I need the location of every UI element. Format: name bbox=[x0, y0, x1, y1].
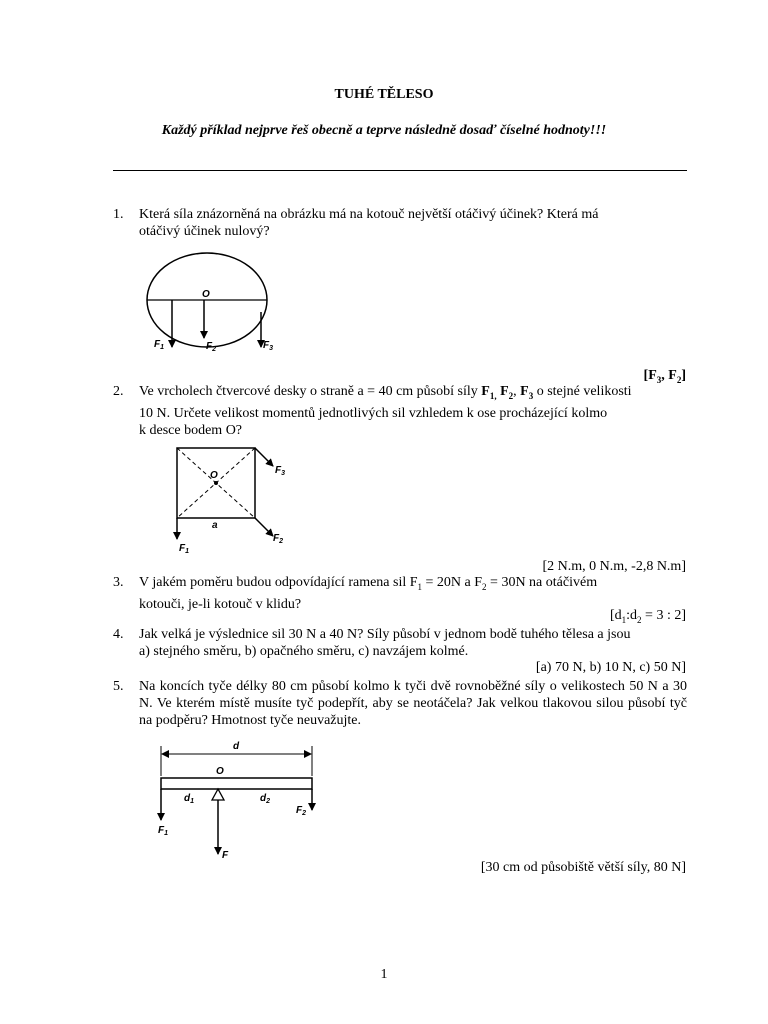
problem-4-text: Jak velká je výslednice sil 30 N a 40 N? Síly působí v jednom bodě tuhého tělesa a jsou a) stejného směru, b) opačného směru, c) navzájem kolmé. bbox=[139, 627, 631, 659]
label-f1: $F_1$ bbox=[154, 339, 165, 351]
label-f2: $F_2$ bbox=[273, 533, 284, 545]
force-arrow-f2 bbox=[255, 518, 273, 536]
problem-4 bbox=[113, 626, 687, 660]
center-label: O bbox=[202, 289, 210, 300]
problem-3 bbox=[113, 574, 687, 613]
problem-1 bbox=[113, 206, 687, 240]
problem-number: 3. bbox=[113, 575, 124, 590]
side-label: a bbox=[212, 520, 218, 531]
label-f2: $F_2$ bbox=[296, 805, 307, 817]
center-point bbox=[214, 481, 218, 485]
problem-3-text: V jakém poměru budou odpovídající ramena sil $F_1 = 20N$ a $F_2 = 30N$ na otáčivém kotouči, je-li kotouč v klidu? bbox=[139, 575, 598, 612]
problem-2 bbox=[113, 383, 687, 439]
beam bbox=[161, 778, 312, 789]
answer-4: [a) 70 N, b) 10 N, c) 50 N] bbox=[535, 660, 686, 675]
label-d1: $d_1$ bbox=[184, 793, 195, 805]
figure-square-plate-forces bbox=[165, 442, 300, 554]
answer-3: [$d_1:d_2 = 3$ : 2] bbox=[609, 608, 686, 625]
problem-5 bbox=[113, 678, 687, 729]
header-divider bbox=[113, 170, 687, 171]
problem-number: 2. bbox=[113, 384, 124, 399]
center-label: O bbox=[216, 766, 224, 777]
answer-5: [30 cm od působiště větší síly, 80 N] bbox=[480, 860, 686, 875]
problem-5-text: Na koncích tyče délky 80 cm působí kolmo k tyči dvě rovnoběžné síly o velikostech 50 N a 30 N. Ve kterém místě musíte tyč podepřít, aby se neotáčela? Jak velkou tlakovou silou působí tyč na podpěru? Hmotnost tyče neuvažujte. bbox=[139, 679, 687, 728]
instruction-subtitle: Každý příklad nejprve řeš obecně a teprve následně dosaď číselné hodnoty!!! bbox=[161, 123, 607, 138]
page-title: TUHÉ TĚLESO bbox=[334, 87, 434, 102]
label-d2: $d_2$ bbox=[260, 793, 271, 805]
page-number: 1 bbox=[380, 967, 388, 982]
answer-1: [$F_3$, $F_2$] bbox=[643, 368, 686, 385]
figure-disc-forces bbox=[140, 248, 290, 356]
support-pivot bbox=[212, 789, 224, 800]
center-label: O bbox=[210, 470, 218, 481]
label-f2: $F_2$ bbox=[206, 341, 217, 353]
label-f1: $F_1$ bbox=[158, 825, 169, 837]
label-f3: $F_3$ bbox=[275, 465, 286, 477]
problem-2-text: Ve vrcholech čtvercové desky o straně a = 40 cm působí síly $F_{1,}$ $F_2$, $F_3$ o stejné velikosti 10 N. Určete velikost momentů jednotlivých sil vzhledem k ose procházející kolmo k desce bodem O? bbox=[139, 384, 632, 438]
label-f1: $F_1$ bbox=[179, 543, 190, 554]
label-f: F bbox=[222, 850, 229, 861]
force-arrow-f3 bbox=[255, 448, 273, 466]
figure-beam-support bbox=[150, 736, 325, 861]
answer-2: [2 N.m, 0 N.m, -2,8 N.m] bbox=[542, 559, 686, 574]
problem-number: 4. bbox=[113, 627, 124, 642]
label-f3: $F_3$ bbox=[263, 340, 274, 352]
problem-number: 1. bbox=[113, 207, 124, 222]
problem-number: 5. bbox=[113, 679, 124, 694]
problem-1-text: Která síla znázorněná na obrázku má na kotouč největší otáčivý účinek? Která má otáčivý účinek nulový? bbox=[139, 207, 599, 239]
label-d: d bbox=[233, 741, 240, 752]
